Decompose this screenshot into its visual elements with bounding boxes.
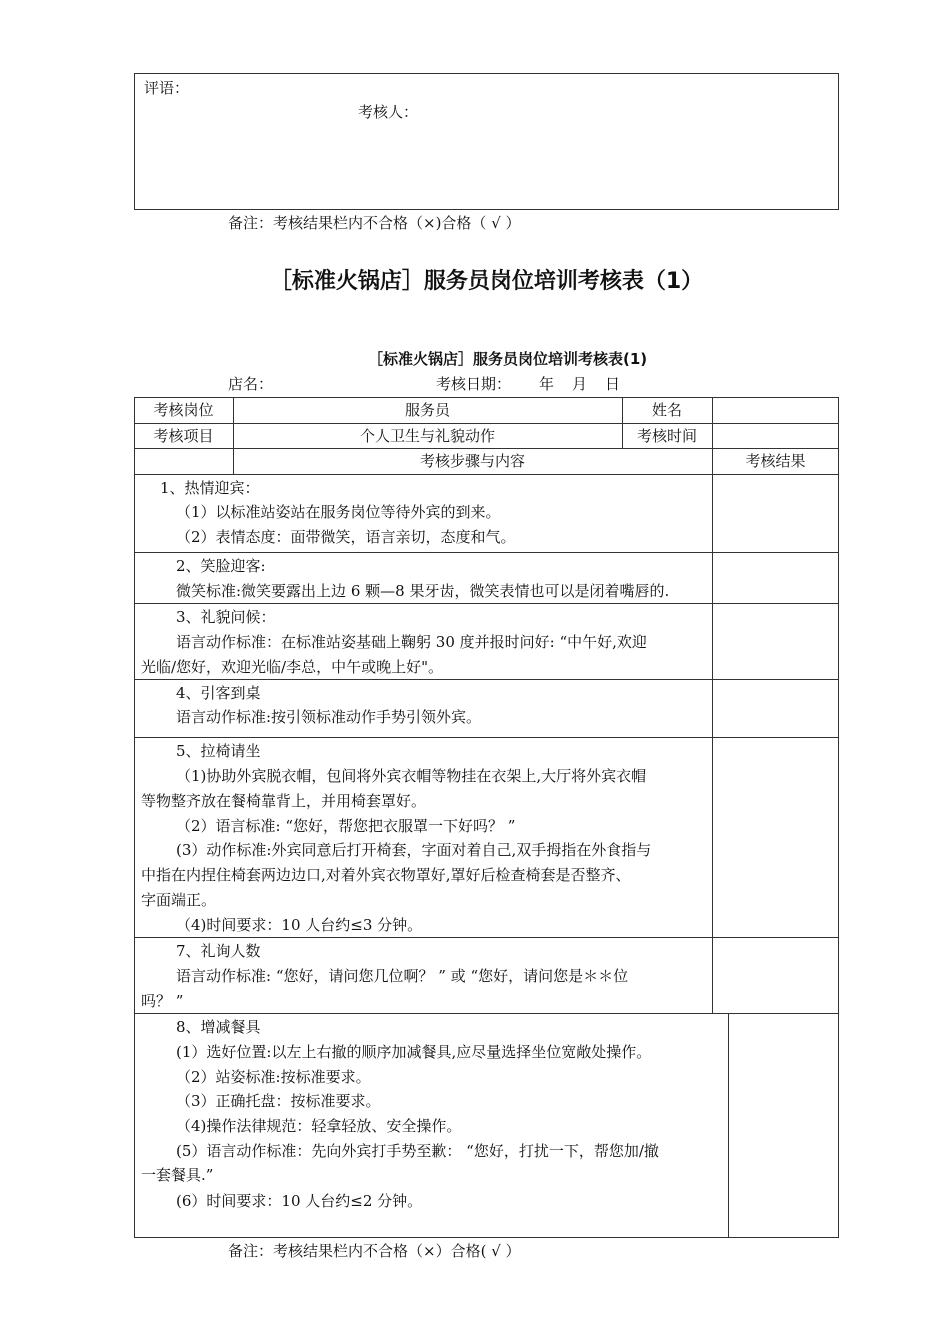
page-title: ［标准火锅店］服务员岗位培训考核表（1） — [269, 269, 704, 294]
section-line: （4)操作法律规范：轻拿轻放、安全操作。 — [176, 1117, 462, 1135]
result-header: 考核结果 — [745, 452, 806, 470]
form-subtitle: ［标准火锅店］服务员岗位培训考核表(1) — [368, 350, 648, 368]
section-line: (1）选好位置:以左上右撤的顺序加减餐具,应尽量选择坐位宽敞处操作。 — [176, 1043, 652, 1061]
table-rule — [134, 552, 839, 553]
table-rule — [134, 737, 839, 738]
table-rule — [134, 448, 839, 449]
section-title: 4、引客到桌 — [176, 684, 261, 702]
section-line: 字面端正。 — [141, 891, 217, 909]
store-label: 店名： — [228, 375, 274, 393]
top-note: 备注：考核结果栏内不合格（×)合格（ √ ） — [228, 214, 521, 232]
section-title: 1、热情迎宾： — [160, 479, 260, 497]
item-label: 考核项目 — [153, 427, 214, 445]
bottom-note: 备注：考核结果栏内不合格（×）合格( √ ） — [228, 1242, 521, 1260]
section-line: 语言动作标准:按引领标准动作手势引领外宾。 — [176, 708, 482, 726]
date-day: 日 — [605, 375, 621, 393]
section-line: 吗？ ” — [141, 992, 184, 1010]
examiner-label: 考核人： — [358, 103, 419, 121]
section-line: （3）正确托盘：按标准要求。 — [176, 1092, 381, 1110]
table-rule — [134, 1013, 839, 1014]
name-label: 姓名 — [651, 401, 682, 419]
section-line: （4)时间要求：10 人台约≤3 分钟。 — [176, 916, 423, 934]
table-rule — [134, 937, 839, 938]
table-rule — [712, 397, 713, 1013]
position-label: 考核岗位 — [153, 401, 214, 419]
section-line: （2）表情态度：面带微笑，语言亲切，态度和气。 — [176, 528, 516, 546]
time-label: 考核时间 — [636, 427, 697, 445]
date-label: 考核日期： — [436, 375, 512, 393]
section-line: 光临/您好，欢迎光临/李总，中午或晚上好"。 — [141, 658, 444, 676]
section-title: 5、拉椅请坐 — [176, 742, 261, 760]
section-line: （2）站姿标准:按标准要求。 — [176, 1068, 371, 1086]
section-title: 7、礼询人数 — [176, 942, 261, 960]
table-rule — [134, 423, 839, 424]
section-line: （1）以标准站姿站在服务岗位等待外宾的到来。 — [176, 503, 501, 521]
section-title: 3、礼貌问候： — [176, 608, 276, 626]
section-line: 语言动作标准：在标准站姿基础上鞠躬 30 度并报时问好: “中午好,欢迎 — [176, 633, 647, 651]
item-value: 个人卫生与礼貌动作 — [359, 427, 495, 445]
table-rule — [134, 679, 839, 680]
section-line: 微笑标准:微笑要露出上边 6 颗—8 果牙齿，微笑表情也可以是闭着嘴唇的. — [176, 582, 670, 600]
section-title: 8、增减餐具 — [176, 1018, 261, 1036]
steps-header: 考核步骤与内容 — [419, 452, 525, 470]
table-rule — [134, 474, 839, 475]
table-rule — [728, 1013, 729, 1238]
position-value: 服务员 — [404, 401, 450, 419]
section-line: 等物整齐放在餐椅靠背上，并用椅套罩好。 — [141, 792, 427, 810]
table-rule — [134, 603, 839, 604]
section-title: 2、笑脸迎客: — [176, 557, 266, 575]
section-line: 一套餐具.” — [141, 1166, 214, 1184]
section-line: (3）动作标准:外宾同意后打开椅套，字面对着自己,双手拇指在外食指与 — [176, 841, 652, 859]
section-line: （1)协助外宾脱衣帽，包间将外宾衣帽等物挂在衣架上,大厅将外宾衣帽 — [176, 767, 647, 785]
section-line: (5）语言动作标准：先向外宾打手势至歉： “您好，打扰一下，帮您加/撤 — [176, 1142, 659, 1160]
section-line: （2）语言标准: “您好，帮您把衣服罩一下好吗？ ” — [176, 817, 516, 835]
section-line: (6）时间要求：10 人台约≤2 分钟。 — [176, 1192, 423, 1210]
date-year: 年 — [539, 375, 555, 393]
comment-label: 评语： — [144, 79, 190, 97]
date-month: 月 — [572, 375, 588, 393]
section-line: 语言动作标准: “您好，请问您几位啊？ ” 或 “您好，请问您是＊＊位 — [176, 967, 629, 985]
section-line: 中指在内捏住椅套两边边口,对着外宾衣物罩好,罩好后检查椅套是否整齐、 — [141, 866, 631, 884]
comment-box — [134, 73, 839, 210]
